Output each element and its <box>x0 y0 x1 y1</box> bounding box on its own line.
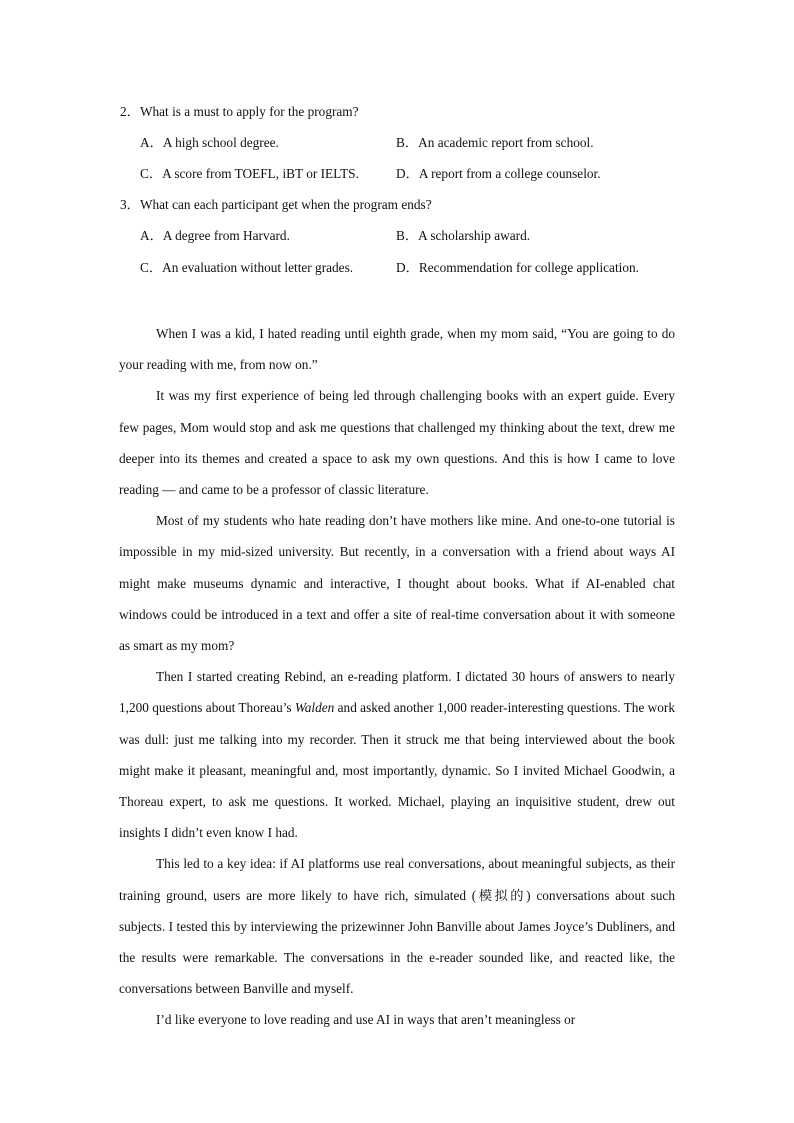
passage-paragraph-4 <box>119 661 675 848</box>
question-2-option-b: B．An academic report from school. <box>396 135 594 150</box>
question-2-option-d: D．A report from a college counselor. <box>396 166 601 181</box>
question-3-option-c: C．An evaluation without letter grades. <box>140 260 354 275</box>
question-2-option-a: A．A high school degree. <box>140 135 279 150</box>
question-2-option-c: C．A score from TOEFL, iBT or IELTS. <box>140 166 359 181</box>
question-2-stem: 2．What is a must to apply for the program? <box>120 104 359 119</box>
question-3-option-d: D．Recommendation for college application. <box>396 260 639 275</box>
question-3-option-b: B．A scholarship award. <box>396 228 531 243</box>
question-3-option-a: A．A degree from Harvard. <box>140 228 290 243</box>
passage-paragraph-2: It was my first experience of being led through challenging books with an expert guide. Every few pages, Mom would stop and ask me questions that challenged my thinking about the text, drew me deeper into its themes and created a space to ask my own questions. And this is how I came to love reading — and came to be a professor of classic literature. <box>119 388 675 498</box>
book-title-walden: Walden <box>294 700 335 716</box>
passage-paragraph-5: This led to a key idea: if AI platforms use real conversations, about meaningful subjects, as their training ground, users are more likely to have rich, simulated (模拟的) conversations about such subjects. I tested this by interviewing the prizewinner John Banville about James Joyce’s Dubliners, and the results were remarkable. The conversations in the e-reader sounded like, and reacted like, the conversations between Banville and myself. <box>119 856 675 997</box>
passage-paragraph-3: Most of my students who hate reading don’t have mothers like mine. And one-to-one tutorial is impossible in my mid-sized university. But recently, in a conversation with a friend about ways AI might make museums dynamic and interactive, I thought about books. What if AI-enabled chat windows could be introduced in a text and offer a site of real-time conversation about it with someone as smart as my mom? <box>119 513 675 654</box>
reading-passage <box>119 318 675 1036</box>
passage-paragraph-6: I’d like everyone to love reading and use AI in ways that aren’t meaningless or <box>156 1012 576 1028</box>
paragraph-4-text-end: and asked another 1,000 reader-interesting questions. The work was dull: just me talking into my recorder. Then it struck me that being interviewed about the book might make it pleasant, meaningful and, most importantly, dynamic. So I invited Michael Goodwin, a Thoreau expert, to ask me questions. It worked. Michael, playing an inquisitive student, drew out insights I didn’t even know I had. <box>119 700 676 841</box>
passage-paragraph-1: When I was a kid, I hated reading until eighth grade, when my mom said, “You are going to do your reading with me, from now on.” <box>119 326 675 373</box>
question-3-stem: 3．What can each participant get when the program ends? <box>120 197 432 212</box>
paragraph-4-text-start: Then I started creating Rebind, an e-reading platform. I dictated 30 hours of answers to nearly 1,200 questions about Thoreau’s <box>119 669 675 716</box>
